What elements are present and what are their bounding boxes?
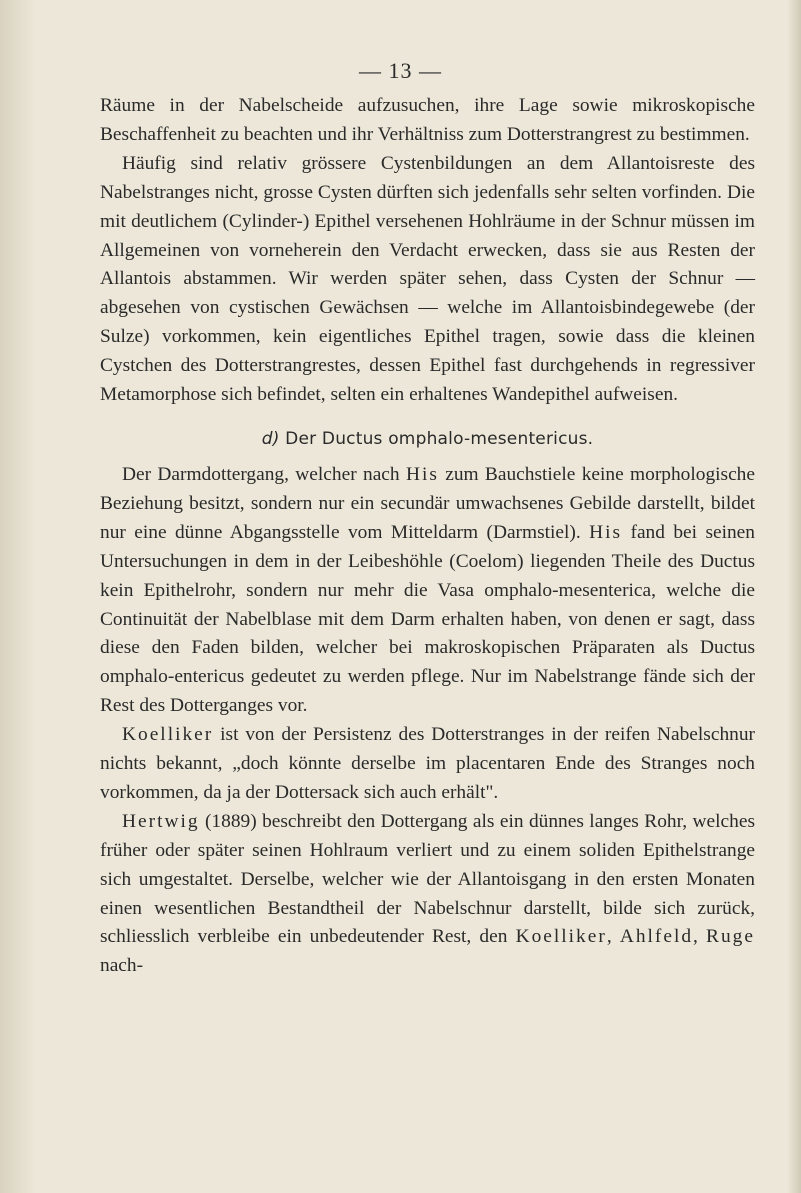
- section-heading: [100, 429, 755, 449]
- section-title: Der Ductus omphalo-mesentericus.: [285, 428, 594, 449]
- author-name-his: His: [405, 463, 439, 485]
- author-name-his: His: [589, 521, 623, 543]
- paragraph-3-text-b: zum Bauchstiele keine morphologische Beziehung besitzt, sondern nur ein secundär umwachsenes Gebilde darstellt, bildet nur eine dünne Abgangsstelle vom Mitteldarm (Darmstiel).: [100, 463, 755, 543]
- page-edge-shadow-right: [787, 0, 801, 1193]
- paragraph-4-text: ist von der Persistenz des Dotterstranges in der reifen Nabelschnur nichts bekannt, „doch könnte derselbe im placentaren Ende des Stranges noch vorkommen, da ja der Dottersack sich auch erhält".: [100, 724, 755, 803]
- page-edge-shadow-left: [0, 0, 36, 1193]
- paragraph-5-text: (1889) beschreibt den Dottergang als ein dünnes langes Rohr, welches früher oder später seinen Hohlraum verliert und zu einem soliden Epithelstrange sich umgestaltet. Derselbe, welcher wie der Allantoisgang in den ersten Monaten einen wesentlichen Bestandtheil der Nabelschnur darstellt, bilde sich zurück, schliesslich verbleibe ein unbedeutender Rest, den: [100, 810, 755, 948]
- separator: ,: [606, 926, 620, 948]
- paragraph-5: [100, 808, 755, 981]
- author-name-koelliker: Koelliker: [515, 926, 607, 948]
- section-letter: d): [261, 428, 280, 449]
- paragraph-4: [100, 721, 755, 808]
- paragraph-3: [100, 461, 755, 721]
- author-name-ahlfeld: Ahlfeld: [619, 926, 694, 948]
- page-number: — 13 —: [359, 58, 442, 83]
- author-name-ruge: Ruge: [706, 926, 755, 948]
- paragraph-5-tail: nach-: [100, 955, 144, 977]
- paragraph-1: Räume in der Nabelscheide aufzusuchen, ihre Lage sowie mikroskopische Beschaffenheit zu beachten und ihr Verhältniss zum Dotterstrangrest zu bestimmen.: [100, 95, 755, 145]
- paragraph-3-text-c: fand bei seinen Untersuchungen in dem in der Leibeshöhle (Coelom) liegenden Theile des Ductus kein Epithelrohr, sondern nur mehr die Vasa omphalo-mesenterica, welche die Continuität der Nabelblase mit dem Darm erhalten haben, von denen er sagt, dass diese den Faden bilden, welcher bei makroskopischen Präparaten als Ductus omphalo-entericus gedeutet zu werden pflege. Nur im Nabelstrange fände sich der Rest des Dotterganges vor.: [100, 521, 755, 717]
- body-text: [100, 92, 755, 981]
- author-name-hertwig: Hertwig: [122, 810, 200, 832]
- paragraph-3-text-a: Der Darmdottergang, welcher nach: [122, 463, 406, 485]
- author-name-koelliker: Koelliker: [122, 724, 214, 746]
- paragraph-2: Häufig sind relativ grössere Cystenbildungen an dem Allantoisreste des Nabelstranges nicht, grosse Cysten dürften sich jedenfalls sehr selten vorfinden. Die mit deutlichem (Cylinder-) Epithel versehenen Hohlräume in der Schnur müssen im Allgemeinen von vorneherein den Verdacht erwecken, dass sie aus Resten der Allantois abstammen. Wir werden später sehen, dass Cysten der Schnur — abgesehen von cystischen Gewächsen — welche im Allantoisbindegewebe (der Sulze) vorkommen, kein eigentliches Epithel tragen, sowie dass die kleinen Cystchen des Dotterstrangrestes, dessen Epithel fast durchgehends in regressiver Metamorphose sich befindet, selten ein erhaltenes Wandepithel aufweisen.: [100, 152, 755, 406]
- separator: ,: [693, 926, 707, 948]
